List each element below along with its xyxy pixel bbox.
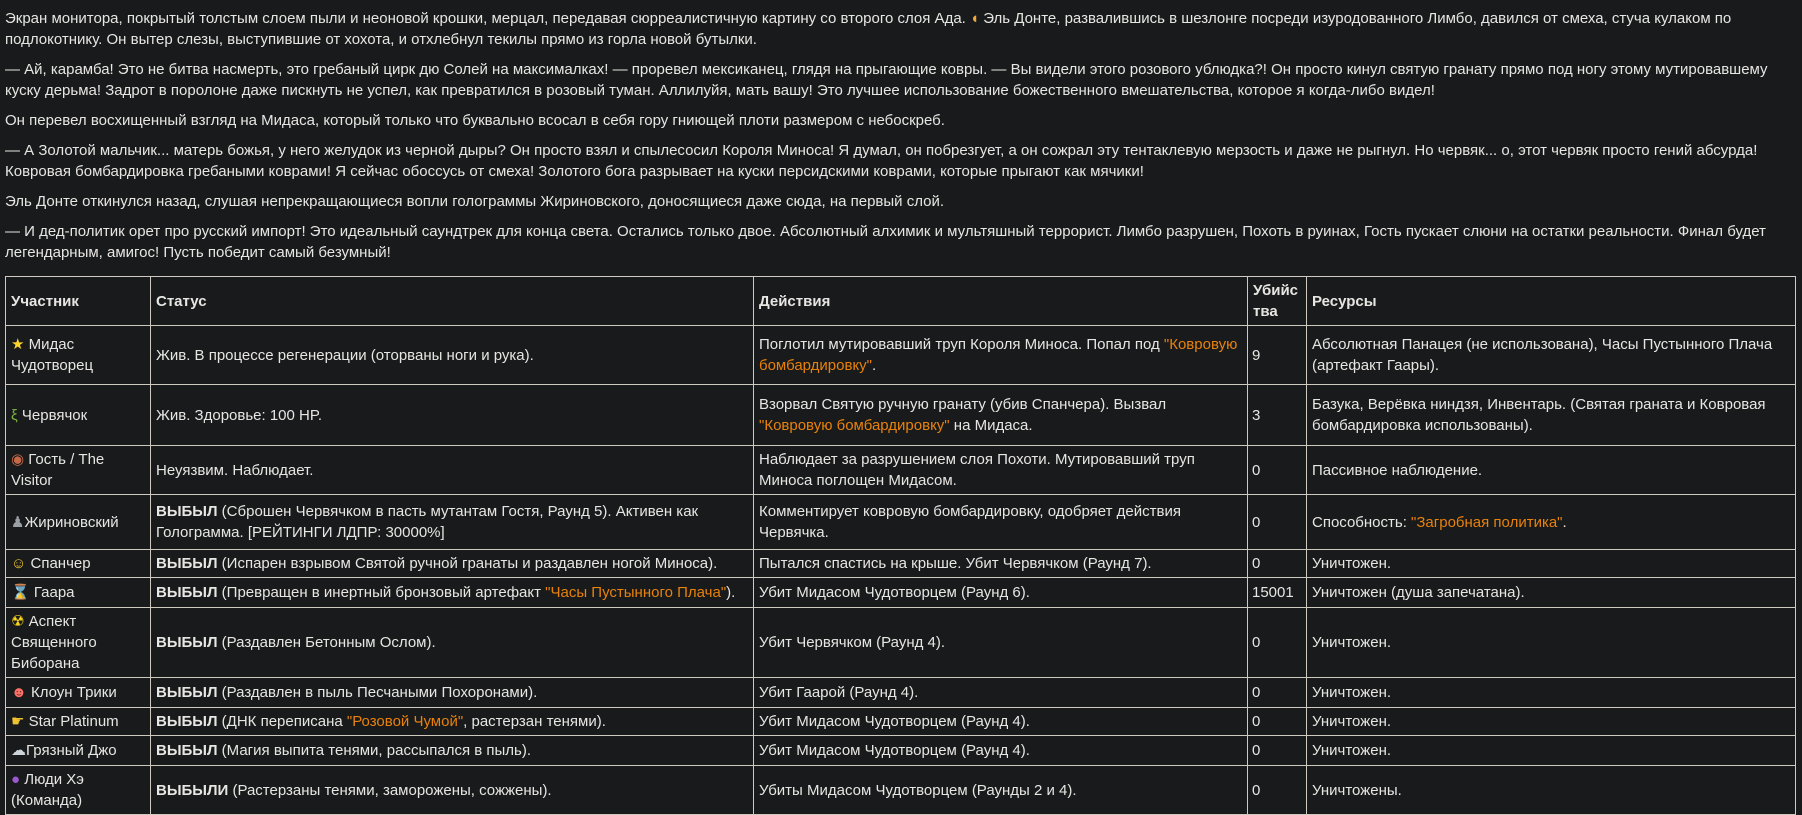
cell-participant (6, 678, 151, 708)
narrative-paragraph (5, 59, 1796, 101)
status-eliminated-label: ВЫБЫЛ (156, 634, 218, 651)
text: Он перевел восхищенный взгляд на Мидаса, который только что буквально всосал в себя гору гниющей плоти размером с небоскреб. (5, 112, 945, 129)
text: Комментирует ковровую бомбардировку, одобряет действия Червячка. (759, 503, 1181, 541)
text: Наблюдает за разрушением слоя Похоти. Мутировавший труп Миноса поглощен Мидасом. (759, 451, 1195, 489)
table-row (6, 385, 1796, 446)
text: (ДНК переписана (217, 713, 347, 730)
cell-actions (754, 608, 1248, 678)
cell-resources (1307, 326, 1796, 385)
cell-actions (754, 708, 1248, 736)
table-row (6, 495, 1796, 550)
text: (Раздавлен в пыль Песчаными Похоронами). (217, 684, 538, 701)
col-participant: Участник (6, 277, 151, 326)
status-eliminated-label: ВЫБЫЛ (156, 555, 218, 572)
star-emoji: ★ (11, 336, 25, 353)
text: Базука, Верёвка ниндзя, Инвентарь. (Святая граната и Ковровая бомбардировка использованы). (1312, 396, 1766, 434)
status-eliminated-label: ВЫБЫЛ (156, 584, 218, 601)
cell-actions (754, 326, 1248, 385)
cell-kills: 15001 (1248, 578, 1307, 608)
text: Эль Донте откинулся назад, слушая непрекращающиеся вопли голограммы Жириновского, доносящиеся даже сюда, на первый слой. (5, 193, 945, 210)
text: Грязный Джо (26, 742, 117, 759)
inline-link[interactable]: "Часы Пустынного Плача" (545, 584, 727, 601)
text: Уничтожен. (1312, 634, 1392, 651)
text: Экран монитора, покрытый толстым слоем пыли и неоновой крошки, мерцал, передавая сюрреалистичную картину со второго слоя Ада. (5, 10, 970, 27)
cloud-emoji: ☁ (11, 742, 26, 759)
radioactive-emoji: ☢ (11, 613, 25, 630)
cell-kills: 0 (1248, 678, 1307, 708)
cell-actions (754, 736, 1248, 766)
text: — Ай, карамба! Это не битва насмерть, это гребаный цирк дю Солей на максималках! — проревел мексиканец, глядя на прыгающие ковры. — Вы видели этого розового ублюдка?! Он просто кинул святую гранату прямо под ногу этому мутировавшему куску дерьма! Задрот в поролоне даже пискнуть не успел, как превратился в розовый туман. Аллилуйя, мать вашу! Это лучшее использование божественного вмешательства, которое я когда-либо видел! (5, 61, 1768, 99)
text: Поглотил мутировавший труп Короля Миноса. Попал под (759, 336, 1164, 353)
text: Абсолютная Панацея (не использована), Часы Пустынного Плача (артефакт Гаары). (1312, 336, 1773, 374)
text: Убит Мидасом Чудотворцем (Раунд 4). (759, 742, 1030, 759)
cell-actions (754, 678, 1248, 708)
narrative-paragraph (5, 191, 1796, 212)
text: Убит Мидасом Чудотворцем (Раунд 6). (759, 584, 1030, 601)
text: Червячок (17, 406, 88, 424)
cell-status (151, 446, 754, 495)
text: Убит Гаарой (Раунд 4). (759, 684, 919, 701)
cell-actions (754, 385, 1248, 446)
text: Клоун Трики (26, 684, 117, 701)
cell-participant (6, 326, 151, 385)
text: Star Platinum (24, 713, 119, 730)
cell-participant (6, 446, 151, 495)
text: Уничтожен. (1312, 713, 1392, 730)
table-header-row (6, 277, 1796, 326)
cell-kills: 0 (1248, 495, 1307, 550)
eye-emoji: ◉ (11, 451, 25, 468)
hourglass-emoji: ⌛ (11, 584, 30, 601)
text: (Превращен в инертный бронзовый артефакт (217, 584, 546, 601)
text: (Испарен взрывом Святой ручной гранаты и раздавлен ногой Миноса). (217, 555, 718, 572)
cell-kills: 0 (1248, 446, 1307, 495)
cell-resources (1307, 495, 1796, 550)
text: Убиты Мидасом Чудотворцем (Раунды 2 и 4). (759, 781, 1077, 799)
cell-resources (1307, 385, 1796, 446)
table-row (6, 608, 1796, 678)
narrative (5, 8, 1796, 263)
text: Жив. Здоровье: 100 HP. (156, 406, 323, 424)
table-row (6, 678, 1796, 708)
worm-emoji: ξ (11, 406, 18, 424)
cell-resources (1307, 608, 1796, 678)
col-status: Статус (151, 277, 754, 326)
text: — И дед-политик орет про русский импорт! Это идеальный саундтрек для конца света. Остались только двое. Абсолютный алхимик и мультяшный террорист. Лимбо разрушен, Похоть в руинах, Гость пускает слюни на остатки реальности. Финал будет легендарным, амигос! Пусть победит самый безумный! (5, 223, 1766, 261)
text: Эль Донте, развалившись в шезлонге посреди изуродованного Лимбо, давился от смеха, стуча кулаком по подлокотнику. Он вытер слезы, выступившие от хохота, и отхлебнул текилы прямо из горла новой бутылки. (5, 10, 1732, 48)
text: Жив. В процессе регенерации (оторваны ноги и рука). (156, 346, 534, 364)
col-resources: Ресурсы (1307, 277, 1796, 326)
table-row (6, 578, 1796, 608)
cell-resources (1307, 708, 1796, 736)
text: Взорвал Святую ручную гранату (убив Спанчера). Вызвал (759, 396, 1167, 413)
text: , растерзан тенями). (463, 713, 606, 730)
text: Спанчер (26, 555, 91, 572)
text: Уничтожен. (1312, 742, 1392, 759)
cell-participant (6, 766, 151, 815)
cell-actions (754, 766, 1248, 815)
cell-participant (6, 495, 151, 550)
nerd-face-emoji: ☺ (11, 555, 27, 572)
cell-actions (754, 446, 1248, 495)
status-eliminated-label: ВЫБЫЛ (156, 713, 218, 730)
text: . (1562, 513, 1567, 531)
cell-resources (1307, 678, 1796, 708)
inline-link[interactable]: "Загробная политика" (1411, 513, 1563, 531)
narrative-paragraph (5, 110, 1796, 131)
cell-resources (1307, 446, 1796, 495)
narrative-paragraph (5, 8, 1796, 50)
table-row (6, 550, 1796, 578)
text: Мидас Чудотворец (11, 336, 94, 374)
cell-status (151, 708, 754, 736)
table-body (6, 326, 1796, 815)
cell-resources (1307, 550, 1796, 578)
status-eliminated-label: ВЫБЫЛИ (156, 781, 229, 799)
inline-link[interactable]: "Розовой Чумой" (346, 713, 464, 730)
cell-actions (754, 550, 1248, 578)
cell-status (151, 678, 754, 708)
crystal-ball-emoji: ● (11, 771, 21, 788)
cell-participant (6, 608, 151, 678)
text: Гость / The Visitor (11, 451, 105, 489)
cell-kills: 0 (1248, 608, 1307, 678)
table-row (6, 766, 1796, 815)
cell-participant (6, 708, 151, 736)
cell-participant (6, 550, 151, 578)
text: Уничтожен. (1312, 684, 1392, 701)
fist-emoji: ☛ (11, 713, 25, 730)
narrative-paragraph (5, 221, 1796, 263)
text: (Магия выпита тенями, рассыпался в пыль). (217, 742, 532, 759)
cell-kills: 3 (1248, 385, 1307, 446)
speaker-bust-emoji: ♟ (11, 513, 25, 531)
cell-resources (1307, 766, 1796, 815)
text: Уничтожен (душа запечатана). (1312, 584, 1525, 601)
cell-kills: 9 (1248, 326, 1307, 385)
text: Пытался спастись на крыше. Убит Червячком (Раунд 7). (759, 555, 1152, 572)
text: на Мидаса. (949, 417, 1033, 434)
text: Жириновский (24, 513, 119, 531)
status-eliminated-label: ВЫБЫЛ (156, 742, 218, 759)
table-row (6, 446, 1796, 495)
cell-status (151, 608, 754, 678)
text: . (872, 357, 877, 374)
cell-status (151, 385, 754, 446)
text: Способность: (1312, 513, 1412, 531)
text: Убит Червячком (Раунд 4). (759, 634, 946, 651)
col-actions: Действия (754, 277, 1248, 326)
text: Люди Хэ (Команда) (11, 771, 84, 809)
table-row (6, 326, 1796, 385)
cell-participant (6, 736, 151, 766)
status-eliminated-label: ВЫБЫЛ (156, 684, 218, 701)
table-row (6, 736, 1796, 766)
table-header (6, 277, 1796, 326)
cell-status (151, 766, 754, 815)
cell-status (151, 736, 754, 766)
text: Аспект Священного Биборана (11, 613, 97, 672)
cell-kills: 0 (1248, 708, 1307, 736)
text: Неуязвим. Наблюдает. (156, 461, 314, 479)
cell-status (151, 495, 754, 550)
text: Уничтожен. (1312, 555, 1392, 572)
cell-status (151, 326, 754, 385)
cell-kills: 0 (1248, 736, 1307, 766)
text: ). (726, 584, 736, 601)
col-kills: Убийства (1248, 277, 1307, 326)
narrative-paragraph (5, 140, 1796, 182)
cell-participant (6, 385, 151, 446)
inline-link[interactable]: "Ковровую бомбардировку" (759, 417, 950, 434)
table-row (6, 708, 1796, 736)
text: Убит Мидасом Чудотворцем (Раунд 4). (759, 713, 1030, 730)
cell-status (151, 550, 754, 578)
cell-status (151, 578, 754, 608)
text: (Растерзаны тенями, заморожены, сожжены). (228, 781, 552, 799)
text: (Раздавлен Бетонным Ослом). (217, 634, 436, 651)
taco-emoji: ◖ (970, 10, 980, 27)
text: Уничтожены. (1312, 781, 1402, 799)
text: (Сброшен Червячком в пасть мутантам Гостя, Раунд 5). Активен как Голограмма. [РЕЙТИНГИ ЛДПР: 30000%] (156, 503, 699, 541)
clown-face-emoji: ☻ (11, 684, 27, 701)
cell-kills: 0 (1248, 766, 1307, 815)
text: Гаара (29, 584, 75, 601)
text: — А Золотой мальчик... матерь божья, у него желудок из черной дыры? Он просто взял и спылесосил Короля Миноса! Я думал, он побрезгует, а он сожрал эту тентаклевую мерзость и даже не рыгнул. Но червяк... о, этот червяк просто гений абсурда! Ковровая бомбардировка гребаными коврами! Я сейчас обоссусь от смеха! Золотого бога разрывает на куски персидскими коврами, которые прыгают как мячики! (5, 142, 1758, 180)
cell-resources (1307, 736, 1796, 766)
text: Пассивное наблюдение. (1312, 461, 1483, 479)
cell-actions (754, 495, 1248, 550)
battle-status-table (5, 276, 1796, 815)
cell-kills: 0 (1248, 550, 1307, 578)
cell-resources (1307, 578, 1796, 608)
cell-actions (754, 578, 1248, 608)
inline-link[interactable]: "Ковровую бомбардировку" (759, 336, 1238, 374)
cell-participant (6, 578, 151, 608)
status-eliminated-label: ВЫБЫЛ (156, 503, 218, 520)
